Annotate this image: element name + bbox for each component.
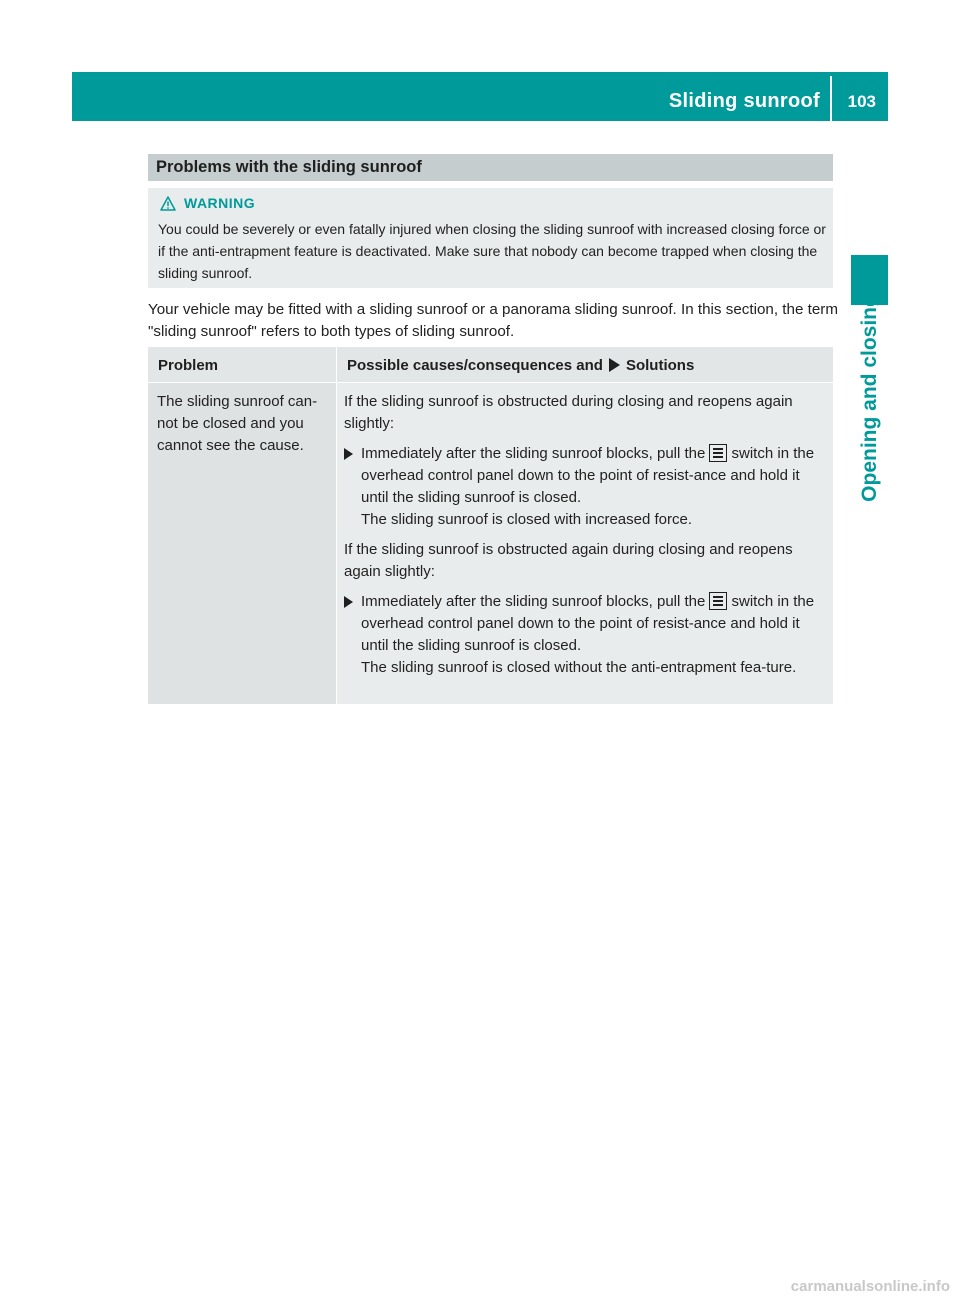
step-text-start: Immediately after the sliding sunroof blocks, pull the (361, 445, 706, 462)
column-header-solutions (337, 347, 833, 382)
instruction-step (344, 591, 829, 657)
result-text: The sliding sunroof is closed with increased force. (361, 511, 692, 528)
section-heading (148, 154, 833, 181)
intro-paragraph: Your vehicle may be fitted with a sliding sunroof or a panorama sliding sunroof. In this section, the term "sliding sunroof" refers to both types of sliding sunroof. (148, 301, 838, 340)
warning-text: You could be severely or even fatally injured when closing the sliding sunroof with increased closing force or if the anti-entrapment feature is deactivated. Make sure that nobody can become trapped when closing the sliding sunroof. (158, 221, 826, 281)
page-number: 103 (847, 92, 876, 111)
warning-header (160, 195, 255, 211)
arrow-icon (609, 358, 620, 372)
sunroof-switch-icon (709, 592, 727, 610)
result-text: The sliding sunroof is closed without the anti-entrapment fea-ture. (361, 659, 797, 676)
column-header-problem-label: Problem (158, 357, 219, 374)
warning-box (148, 188, 833, 288)
header-bar (72, 72, 888, 121)
warning-title: WARNING (184, 195, 256, 211)
chapter-title: Sliding sunroof (668, 90, 820, 112)
troubleshooting-table (148, 347, 833, 704)
column-header-solutions-label (347, 357, 694, 374)
problem-text: The sliding sunroof can-not be closed and you cannot see the cause. (157, 393, 318, 454)
side-tab-label: Opening and closing (858, 294, 881, 502)
step-text-start: Immediately after the sliding sunroof blocks, pull the (361, 593, 706, 610)
instruction-step (344, 443, 829, 509)
watermark: carmanualsonline.info (790, 1278, 950, 1295)
causes-label: Possible causes/consequences and (347, 357, 603, 374)
warning-icon (160, 196, 176, 211)
side-tab (855, 294, 885, 502)
sunroof-switch-icon (709, 444, 727, 462)
column-header-problem (148, 347, 336, 382)
solutions-label: Solutions (625, 357, 695, 374)
step-text-end: switch in the overhead control panel down to the point of resist-ance and hold it until the sliding sunroof is closed. (361, 593, 815, 654)
cause-text: If the sliding sunroof is obstructed again during closing and reopens again slightly: (344, 541, 793, 580)
action-arrow-icon (344, 596, 353, 608)
cause-text: If the sliding sunroof is obstructed during closing and reopens again slightly: (344, 393, 793, 432)
section-title: Problems with the sliding sunroof (156, 158, 422, 176)
step-text-end: switch in the overhead control panel down to the point of resist-ance and hold it until the sliding sunroof is closed. (361, 445, 815, 506)
header-separator (830, 76, 832, 121)
table-row-solution-cell (337, 383, 833, 704)
table-row-problem-cell (148, 383, 336, 704)
action-arrow-icon (344, 448, 353, 460)
